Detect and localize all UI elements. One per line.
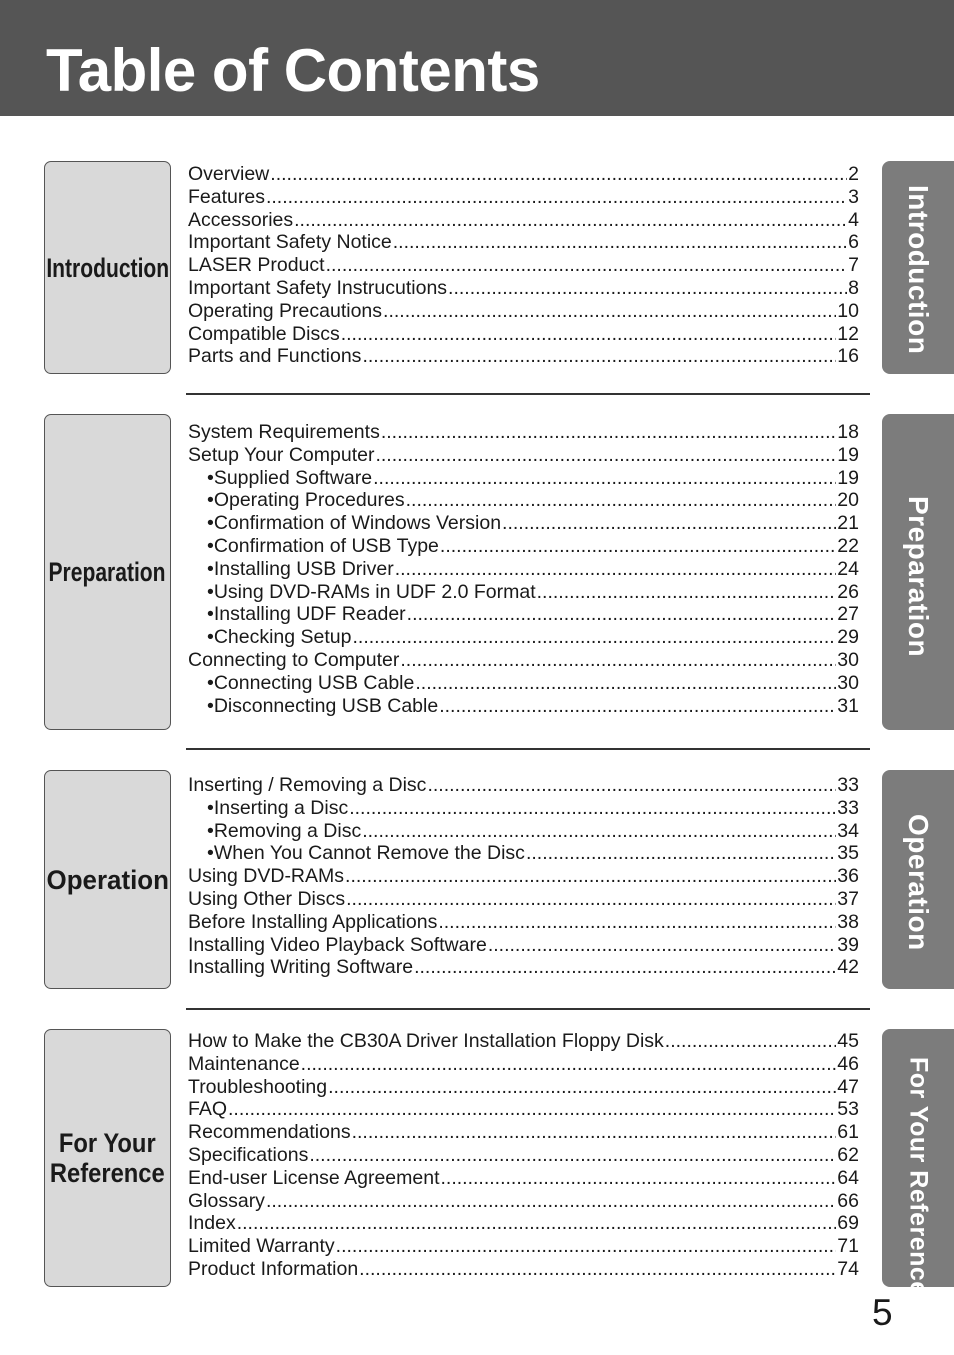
dot-leader	[537, 581, 837, 604]
toc-entry-page: 34	[837, 819, 859, 842]
toc-entry-title: LASER Product	[188, 254, 325, 277]
section-box-operation[interactable]	[44, 770, 171, 989]
side-tab-introduction[interactable]	[882, 161, 954, 374]
dot-leader	[362, 820, 836, 843]
toc-entry[interactable]	[188, 1167, 859, 1190]
toc-entry-page: 29	[837, 626, 859, 649]
dot-leader	[352, 1121, 837, 1144]
bullet-icon: •	[207, 842, 214, 865]
toc-entry-title: Installing Video Playback Software	[188, 933, 487, 956]
toc-entry[interactable]	[188, 581, 859, 604]
side-tab-preparation[interactable]	[882, 414, 954, 730]
toc-entry[interactable]	[188, 1258, 859, 1281]
bullet-icon: •	[207, 819, 214, 842]
section-divider	[186, 1008, 870, 1010]
toc-entry-page: 24	[837, 557, 859, 580]
dot-leader	[406, 489, 837, 512]
toc-entry-page: 20	[837, 489, 859, 512]
toc-entry-title: Important Safety Notice	[188, 231, 392, 254]
toc-entry-title: End-user License Agreement	[188, 1166, 440, 1189]
dot-leader	[362, 345, 836, 368]
bullet-icon: •	[207, 557, 214, 580]
toc-entry[interactable]	[188, 797, 859, 820]
section-label-operation: Operation	[46, 864, 169, 895]
toc-entry[interactable]	[188, 209, 859, 232]
toc-entry-page: 45	[837, 1030, 859, 1052]
dot-leader	[373, 467, 836, 490]
toc-entry[interactable]	[188, 888, 859, 911]
toc-entry[interactable]	[188, 1030, 859, 1053]
toc-entry-page: 35	[837, 842, 859, 865]
toc-entry-page: 4	[848, 208, 859, 231]
section-label-line1: For Your	[59, 1128, 156, 1158]
toc-entry[interactable]	[188, 934, 859, 957]
dot-leader	[309, 1144, 836, 1167]
toc-entry-page: 74	[837, 1257, 859, 1280]
toc-entry[interactable]	[188, 1053, 859, 1076]
toc-entry-title: Installing Writing Software	[188, 956, 414, 979]
side-tab-label: Preparation	[903, 496, 934, 658]
toc-entry-title: Operating Precautions	[188, 299, 383, 322]
dot-leader	[488, 934, 836, 957]
toc-entry-page: 66	[837, 1189, 859, 1212]
toc-entry-page: 26	[837, 580, 859, 603]
section-label-preparation: Preparation	[48, 557, 167, 587]
toc-entry-page: 30	[837, 671, 859, 694]
toc-entry-page: 8	[848, 276, 859, 299]
dot-leader	[353, 626, 837, 649]
dot-leader	[440, 535, 836, 558]
dot-leader	[345, 865, 836, 888]
toc-entry-title: Inserting / Removing a Disc	[188, 774, 427, 796]
page-number: 5	[872, 1292, 893, 1333]
toc-entry-page: 36	[837, 865, 859, 888]
dot-leader	[383, 300, 836, 323]
toc-entry-title: Before Installing Applications	[188, 910, 438, 933]
toc-entry-page: 21	[837, 512, 859, 535]
dot-leader	[381, 421, 836, 444]
toc-entry-page: 42	[837, 956, 859, 979]
toc-entry[interactable]	[188, 467, 859, 490]
toc-entry-page: 46	[837, 1052, 859, 1075]
toc-entry-page: 18	[837, 421, 859, 443]
toc-entry[interactable]	[188, 163, 859, 186]
toc-entry[interactable]	[188, 626, 859, 649]
toc-entry-title: Checking Setup	[213, 626, 352, 649]
toc-entry[interactable]	[188, 865, 859, 888]
toc-entry-title: Accessories	[188, 208, 294, 231]
side-tab-operation[interactable]	[882, 770, 954, 989]
toc-entry-title: Overview	[188, 163, 270, 185]
toc-entry[interactable]	[188, 820, 859, 843]
toc-entry[interactable]	[188, 444, 859, 467]
toc-entry[interactable]	[188, 1098, 859, 1121]
toc-entry-page: 6	[848, 231, 859, 254]
toc-entry-page: 62	[837, 1143, 859, 1166]
section-label-introduction: Introduction	[46, 252, 169, 283]
toc-entry-page: 27	[837, 603, 859, 626]
dot-leader	[665, 1030, 837, 1053]
toc-entry-title: Operating Procedures	[213, 489, 405, 512]
toc-entry-page: 33	[837, 774, 859, 796]
toc-entry-title: Disconnecting USB Cable	[213, 694, 439, 717]
toc-list-operation	[188, 774, 859, 979]
toc-entry[interactable]	[188, 1212, 859, 1235]
dot-leader	[439, 695, 836, 718]
toc-entry-title: Using DVD-RAMs	[188, 865, 345, 888]
toc-entry-title: Inserting a Disc	[213, 796, 349, 819]
toc-entry-page: 61	[837, 1121, 859, 1144]
bullet-icon: •	[207, 580, 214, 603]
toc-entry-page: 47	[837, 1075, 859, 1098]
dot-leader	[328, 1076, 836, 1099]
toc-list-for-your-reference	[188, 1030, 859, 1281]
dot-leader	[336, 1235, 837, 1258]
toc-entry-title: Features	[188, 185, 265, 208]
toc-entry-title: Index	[188, 1212, 236, 1235]
toc-entry[interactable]	[188, 1144, 859, 1167]
toc-list-introduction	[188, 163, 859, 368]
toc-entry-title: Using DVD-RAMs in UDF 2.0 Format	[213, 580, 536, 603]
toc-entry-title: Glossary	[188, 1189, 265, 1212]
section-divider	[186, 748, 870, 750]
toc-entry-title: When You Cannot Remove the Disc	[213, 842, 525, 865]
toc-entry-page: 37	[837, 887, 859, 910]
toc-entry[interactable]	[188, 231, 859, 254]
bullet-icon: •	[207, 489, 214, 512]
toc-entry-title: FAQ	[188, 1098, 228, 1121]
bullet-icon: •	[207, 603, 214, 626]
toc-entry-title: Connecting to Computer	[188, 648, 400, 671]
dot-leader	[502, 512, 836, 535]
toc-entry-title: Supplied Software	[213, 466, 373, 489]
toc-entry-title: Installing UDF Reader	[213, 603, 406, 626]
toc-entry-page: 3	[848, 185, 859, 208]
page-header	[0, 0, 954, 116]
toc-entry[interactable]	[188, 1121, 859, 1144]
dot-leader	[427, 774, 836, 797]
side-tab-for-your-reference[interactable]	[882, 1029, 954, 1296]
toc-entry[interactable]	[188, 695, 859, 718]
dot-leader	[375, 444, 836, 467]
dot-leader	[294, 209, 847, 232]
side-tab-label: Introduction	[903, 185, 934, 355]
toc-entry[interactable]	[188, 323, 859, 346]
toc-entry-page: 30	[837, 648, 859, 671]
toc-entry-title: Confirmation of Windows Version	[213, 512, 502, 535]
toc-entry-title: Important Safety Instrucutions	[188, 276, 448, 299]
dot-leader	[393, 231, 847, 254]
toc-entry-page: 2	[848, 163, 859, 185]
toc-entry[interactable]	[188, 672, 859, 695]
toc-entry-title: Specifications	[188, 1143, 309, 1166]
toc-entry[interactable]	[188, 558, 859, 581]
dot-leader	[349, 797, 836, 820]
dot-leader	[414, 956, 836, 979]
toc-entry-page: 12	[837, 322, 859, 345]
toc-entry[interactable]	[188, 649, 859, 672]
toc-entry-title: Connecting USB Cable	[213, 671, 415, 694]
toc-entry-page: 38	[837, 910, 859, 933]
toc-entry-title: Limited Warranty	[188, 1235, 335, 1258]
dot-leader	[228, 1098, 836, 1121]
toc-entry-title: Troubleshooting	[188, 1075, 328, 1098]
dot-leader	[326, 254, 848, 277]
toc-entry-title: Maintenance	[188, 1052, 300, 1075]
bullet-icon: •	[207, 512, 214, 535]
dot-leader	[266, 186, 847, 209]
dot-leader	[407, 603, 837, 626]
toc-entry[interactable]	[188, 535, 859, 558]
bullet-icon: •	[207, 534, 214, 557]
dot-leader	[400, 649, 836, 672]
toc-entry-page: 10	[837, 299, 859, 322]
dot-leader	[341, 323, 837, 346]
toc-entry[interactable]	[188, 842, 859, 865]
section-box-preparation[interactable]	[44, 414, 171, 730]
toc-entry-page: 31	[837, 694, 859, 717]
dot-leader	[395, 558, 837, 581]
toc-entry[interactable]	[188, 911, 859, 934]
toc-entry-title: Confirmation of USB Type	[213, 534, 439, 557]
toc-entry-page: 19	[837, 466, 859, 489]
toc-entry-page: 22	[837, 534, 859, 557]
side-tab-label: For Your Reference	[904, 1057, 933, 1296]
toc-entry-page: 71	[837, 1235, 859, 1258]
toc-entry-title: Parts and Functions	[188, 345, 362, 368]
toc-entry[interactable]	[188, 774, 859, 797]
toc-entry[interactable]	[188, 1190, 859, 1213]
toc-entry-page: 33	[837, 796, 859, 819]
toc-entry[interactable]	[188, 1235, 859, 1258]
toc-list-preparation	[188, 421, 859, 717]
toc-entry-page: 16	[837, 345, 859, 368]
dot-leader	[526, 842, 836, 865]
toc-entry[interactable]	[188, 512, 859, 535]
toc-entry[interactable]	[188, 300, 859, 323]
toc-entry[interactable]	[188, 956, 859, 979]
toc-entry[interactable]	[188, 1076, 859, 1099]
section-divider	[186, 393, 870, 395]
toc-entry[interactable]	[188, 254, 859, 277]
section-box-for-your-reference[interactable]	[44, 1029, 171, 1287]
toc-entry-page: 7	[848, 254, 859, 277]
bullet-icon: •	[207, 796, 214, 819]
bullet-icon: •	[207, 466, 214, 489]
dot-leader	[438, 911, 836, 934]
toc-entry-title: Setup Your Computer	[188, 443, 375, 466]
section-box-introduction[interactable]	[44, 161, 171, 374]
dot-leader	[237, 1212, 837, 1235]
toc-entry-title: Compatible Discs	[188, 322, 340, 345]
toc-entry[interactable]	[188, 603, 859, 626]
toc-entry[interactable]	[188, 277, 859, 300]
bullet-icon: •	[207, 626, 214, 649]
toc-entry-page: 64	[837, 1166, 859, 1189]
toc-entry-title: How to Make the CB30A Driver Installation Floppy Disk	[188, 1030, 664, 1052]
bullet-icon: •	[207, 694, 214, 717]
dot-leader	[448, 277, 847, 300]
dot-leader	[346, 888, 836, 911]
toc-entry[interactable]	[188, 186, 859, 209]
toc-entry-page: 19	[837, 443, 859, 466]
dot-leader	[415, 672, 836, 695]
toc-entry-title: System Requirements	[188, 421, 380, 443]
toc-entry-title: Product Information	[188, 1257, 359, 1280]
toc-entry[interactable]	[188, 345, 859, 368]
dot-leader	[440, 1167, 836, 1190]
toc-entry-page: 69	[837, 1212, 859, 1235]
page-title: Table of Contents	[46, 37, 540, 104]
toc-entry-title: Removing a Disc	[213, 819, 362, 842]
toc-entry[interactable]	[188, 421, 859, 444]
toc-entry-title: Recommendations	[188, 1121, 351, 1144]
dot-leader	[301, 1053, 837, 1076]
toc-entry-page: 53	[837, 1098, 859, 1121]
toc-entry[interactable]	[188, 489, 859, 512]
dot-leader	[359, 1258, 836, 1281]
bullet-icon: •	[207, 671, 214, 694]
section-label-line2: Reference	[50, 1158, 165, 1188]
side-tab-label: Operation	[903, 814, 934, 951]
dot-leader	[270, 163, 847, 186]
dot-leader	[266, 1190, 836, 1213]
section-label-for-your-reference	[50, 1128, 165, 1188]
toc-entry-page: 39	[837, 933, 859, 956]
toc-entry-title: Installing USB Driver	[213, 557, 394, 580]
toc-entry-title: Using Other Discs	[188, 887, 346, 910]
